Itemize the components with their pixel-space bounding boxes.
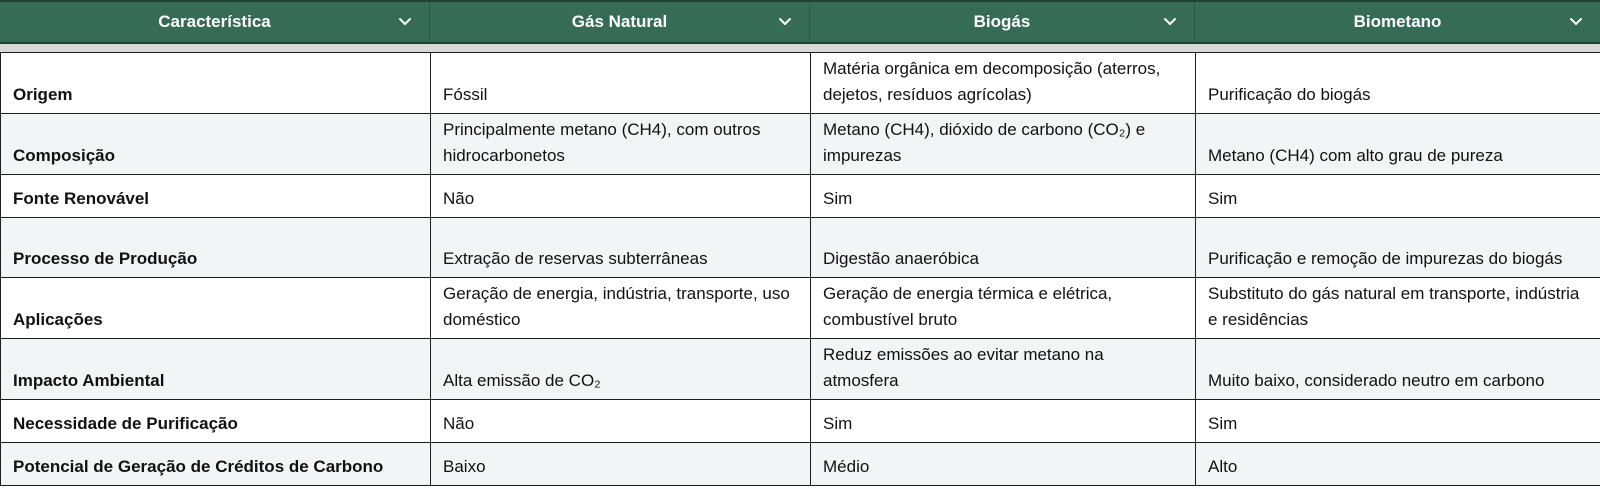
cell-biogas[interactable]: Matéria orgânica em decomposição (aterros, dejetos, resíduos agrícolas) [811, 53, 1196, 114]
cell-biometano[interactable]: Purificação e remoção de impurezas do biogás [1196, 218, 1600, 278]
table-row [1, 339, 1600, 400]
cell-biogas[interactable]: Reduz emissões ao evitar metano na atmosfera [811, 339, 1196, 400]
cell-biogas[interactable]: Sim [811, 400, 1196, 443]
table-row [1, 175, 1600, 218]
cell-biogas[interactable]: Geração de energia térmica e elétrica, combustível bruto [811, 278, 1196, 339]
table-row [1, 400, 1600, 443]
chevron-down-icon[interactable] [1162, 14, 1178, 30]
cell-gas-natural[interactable]: Alta emissão de CO₂ [431, 339, 811, 400]
table-row [1, 114, 1600, 175]
row-label-origem[interactable]: Origem [1, 53, 431, 114]
table-header-row [0, 0, 1600, 44]
cell-gas-natural[interactable]: Geração de energia, indústria, transporte, uso doméstico [431, 278, 811, 339]
cell-biometano[interactable]: Purificação do biogás [1196, 53, 1600, 114]
header-label: Gás Natural [571, 12, 668, 31]
cell-biometano[interactable]: Metano (CH4) com alto grau de pureza [1196, 114, 1600, 175]
cell-biogas[interactable]: Metano (CH4), dióxido de carbono (CO₂) e impurezas [811, 114, 1196, 175]
row-label-aplicacoes[interactable]: Aplicações [1, 278, 431, 339]
chevron-down-icon[interactable] [1568, 14, 1584, 30]
cell-gas-natural[interactable]: Baixo [431, 443, 811, 486]
header-separator [0, 44, 1600, 52]
cell-biometano[interactable]: Sim [1196, 175, 1600, 218]
cell-gas-natural[interactable]: Não [431, 400, 811, 443]
table-row [1, 218, 1600, 278]
cell-gas-natural[interactable]: Fóssil [431, 53, 811, 114]
header-biogas[interactable] [810, 2, 1195, 42]
table-row [1, 443, 1600, 486]
row-label-impacto-ambiental[interactable]: Impacto Ambiental [1, 339, 431, 400]
cell-gas-natural[interactable]: Principalmente metano (CH4), com outros hidrocarbonetos [431, 114, 811, 175]
cell-biogas[interactable]: Digestão anaeróbica [811, 218, 1196, 278]
cell-gas-natural[interactable]: Não [431, 175, 811, 218]
cell-gas-natural[interactable]: Extração de reservas subterrâneas [431, 218, 811, 278]
header-label: Biogás [973, 12, 1031, 31]
cell-biogas[interactable]: Sim [811, 175, 1196, 218]
table-row [1, 278, 1600, 339]
header-label: Biometano [1353, 12, 1442, 31]
cell-biometano[interactable]: Muito baixo, considerado neutro em carbono [1196, 339, 1600, 400]
header-label: Característica [158, 12, 271, 31]
header-caracteristica[interactable] [0, 2, 430, 42]
cell-biogas[interactable]: Médio [811, 443, 1196, 486]
table-row [1, 53, 1600, 114]
row-label-creditos-carbono[interactable]: Potencial de Geração de Créditos de Carbono [1, 443, 431, 486]
chevron-down-icon[interactable] [397, 14, 413, 30]
row-label-processo-producao[interactable]: Processo de Produção [1, 218, 431, 278]
row-label-fonte-renovavel[interactable]: Fonte Renovável [1, 175, 431, 218]
row-label-necessidade-purificacao[interactable]: Necessidade de Purificação [1, 400, 431, 443]
row-label-composicao[interactable]: Composição [1, 114, 431, 175]
cell-biometano[interactable]: Substituto do gás natural em transporte, indústria e residências [1196, 278, 1600, 339]
header-biometano[interactable] [1195, 2, 1600, 42]
header-gas-natural[interactable] [430, 2, 810, 42]
cell-biometano[interactable]: Alto [1196, 443, 1600, 486]
chevron-down-icon[interactable] [777, 14, 793, 30]
comparison-table [0, 52, 1600, 486]
cell-biometano[interactable]: Sim [1196, 400, 1600, 443]
